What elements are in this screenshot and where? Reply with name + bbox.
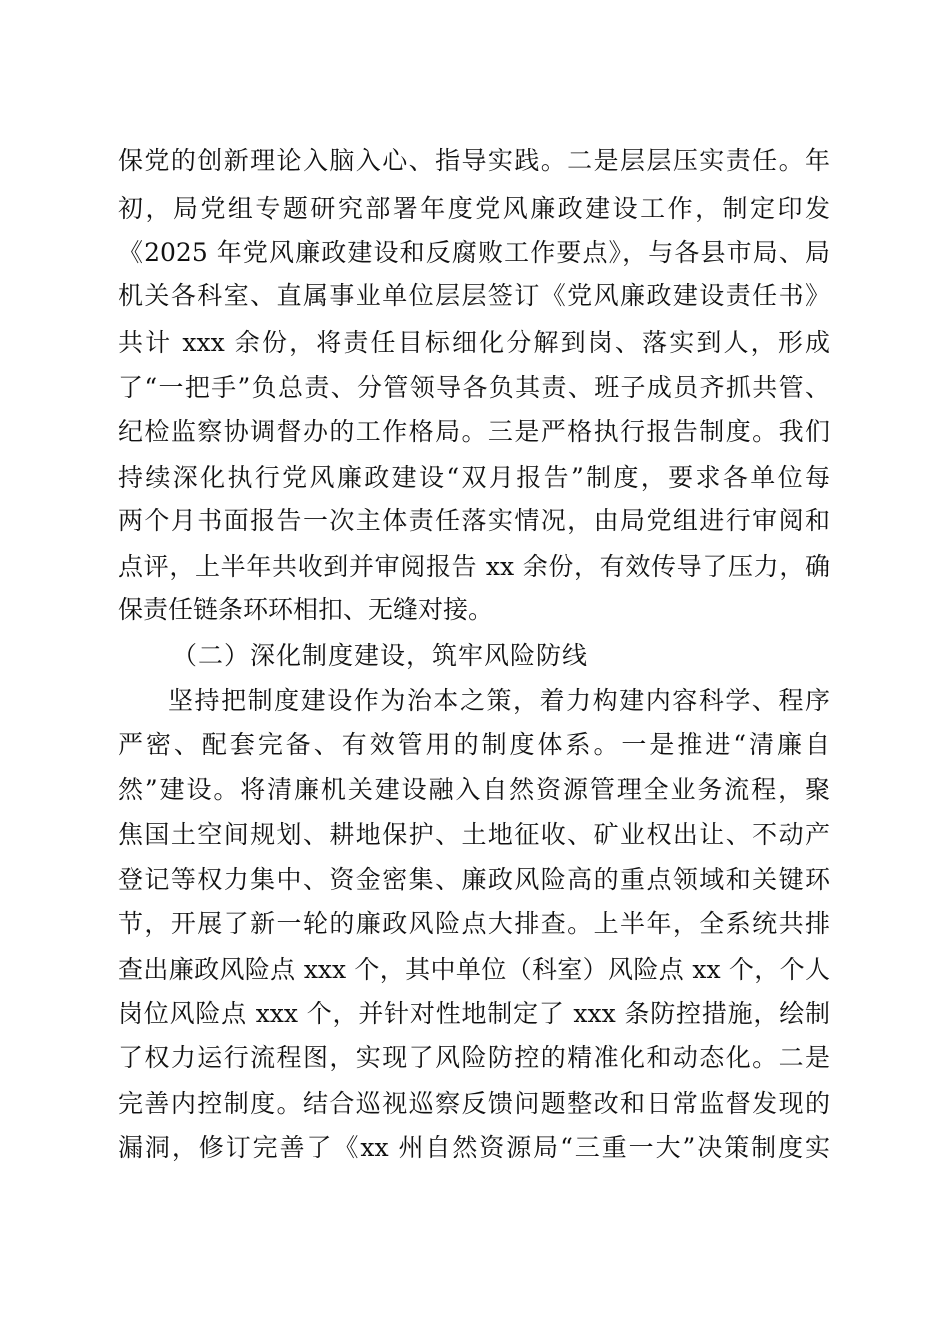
text-line-13: 坚持把制度建设作为治本之策，着力构建内容科学、程序 xyxy=(168,686,830,715)
text-line-19: 查出廉政风险点 xxx 个，其中单位（科室）风险点 xx 个，个人 xyxy=(118,955,830,984)
text-line-7: 纪检监察协调督办的工作格局。三是严格执行报告制度。我们 xyxy=(118,417,830,446)
text-line-10: 点评，上半年共收到并审阅报告 xx 余份，有效传导了压力，确 xyxy=(118,552,830,581)
text-line-14: 严密、配套完备、有效管用的制度体系。一是推进“清廉自 xyxy=(118,730,830,759)
text-line-5: 共计 xxx 余份，将责任目标细化分解到岗、落实到人，形成 xyxy=(118,328,830,357)
text-line-4: 机关各科室、直属事业单位层层签订《党风廉政建设责任书》 xyxy=(118,281,830,310)
text-line-3: 《2025 年党风廉政建设和反腐败工作要点》，与各县市局、局 xyxy=(118,238,830,267)
text-line-22: 完善内控制度。结合巡视巡察反馈问题整改和日常监督发现的 xyxy=(118,1089,830,1118)
text-line-18: 节，开展了新一轮的廉政风险点大排查。上半年，全系统共排 xyxy=(118,909,830,938)
text-line-6: 了“一把手”负总责、分管领导各负其责、班子成员齐抓共管、 xyxy=(118,373,830,402)
text-line-11: 保责任链条环环相扣、无缝对接。 xyxy=(118,595,494,624)
text-line-21: 了权力运行流程图，实现了风险防控的精准化和动态化。二是 xyxy=(118,1043,830,1072)
text-line-2: 初，局党组专题研究部署年度党风廉政建设工作，制定印发 xyxy=(118,194,830,223)
section-heading: （二）深化制度建设，筑牢风险防线 xyxy=(172,641,589,670)
text-line-20: 岗位风险点 xxx 个，并针对性地制定了 xxx 条防控措施，绘制 xyxy=(118,999,830,1028)
text-line-15: 然”建设。将清廉机关建设融入自然资源管理全业务流程，聚 xyxy=(118,775,830,804)
text-line-1: 保党的创新理论入脑入心、指导实践。二是层层压实责任。年 xyxy=(118,146,830,175)
text-line-8: 持续深化执行党风廉政建设“双月报告”制度，要求各单位每 xyxy=(118,463,830,492)
text-line-17: 登记等权力集中、资金密集、廉政风险高的重点领域和关键环 xyxy=(118,865,830,894)
text-line-23: 漏洞，修订完善了《xx 州自然资源局“三重一大”决策制度实 xyxy=(118,1133,830,1162)
text-line-9: 两个月书面报告一次主体责任落实情况，由局党组进行审阅和 xyxy=(118,506,830,535)
text-line-16: 焦国土空间规划、耕地保护、土地征收、矿业权出让、不动产 xyxy=(118,820,830,849)
